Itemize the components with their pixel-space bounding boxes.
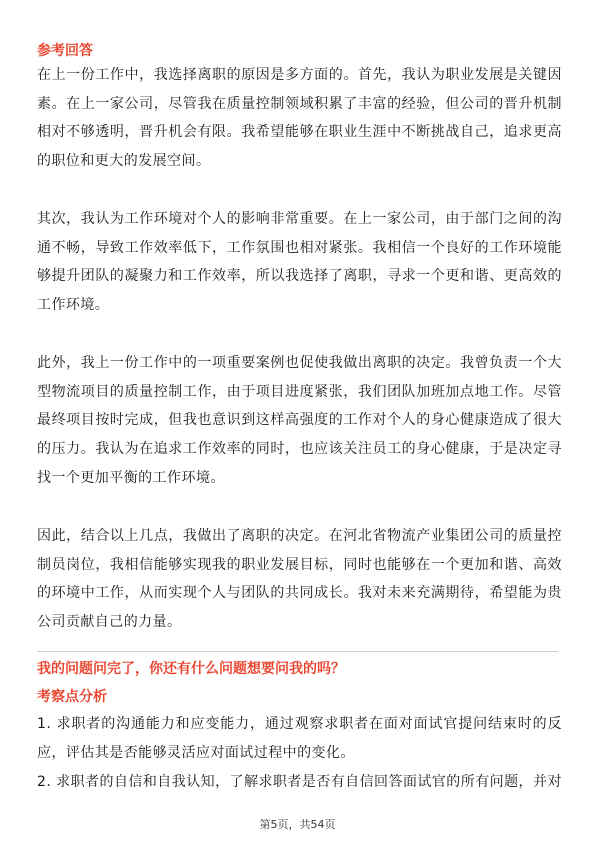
answer-paragraph-3: 此外，我上一份工作中的一项重要案例也促使我做出离职的决定。我曾负责一个大型物流项目的质量控制工作，由于项目进度紧张，我们团队加班加点地工作。尽管最终项目按时完成，但我也意识到这样高强度的工作对个人的身心健康造成了很大的压力。我认为在追求工作效率的同时，也应该关注员工的身心健康，于是决定寻找一个更加平衡的工作环境。 xyxy=(37,355,562,486)
answer-paragraph-2: 其次，我认为工作环境对个人的影响非常重要。在上一家公司，由于部门之间的沟通不畅，导致工作效率低下，工作氛围也相对紧张。我相信一个良好的工作环境能够提升团队的凝聚力和工作效率，所以我选择了离职，寻求一个更和谐、更高效的工作环境。 xyxy=(37,211,562,314)
analysis-point-1: 1. 求职者的沟通能力和应变能力，通过观察求职者在面对面试官提问结束时的反应，评估其是否能够灵活应对面试过程中的变化。 xyxy=(37,716,562,761)
analysis-point-2: 2. 求职者的自信和自我认知，了解求职者是否有自信回答面试官的所有问题，并对 xyxy=(37,774,562,790)
answer-paragraph-4: 因此，结合以上几点，我做出了离职的决定。在河北省物流产业集团公司的质量控制员岗位，我相信能够实现我的职业发展目标，同时也能够在一个更加和谐、高效的环境中工作，从而实现个人与团队的共同成长。我对未来充满期待，希望能为贵公司贡献自己的力量。 xyxy=(37,528,562,631)
question-title: 我的问题问完了，你还有什么问题想要问我的吗？ xyxy=(37,661,345,677)
page-number: 第5页，共54页 xyxy=(259,818,336,831)
section-divider xyxy=(37,651,558,652)
answer-paragraph-1: 在上一份工作中，我选择离职的原因是多方面的。首先，我认为职业发展是关键因素。在上一家公司，尽管我在质量控制领域积累了丰富的经验，但公司的晋升机制相对不够透明，晋升机会有限。我希望能够在职业生涯中不断挑战自己，追求更高的职位和更大的发展空间。 xyxy=(37,67,562,170)
reference-answer-heading: 参考回答 xyxy=(37,43,93,59)
analysis-heading: 考察点分析 xyxy=(37,689,107,705)
